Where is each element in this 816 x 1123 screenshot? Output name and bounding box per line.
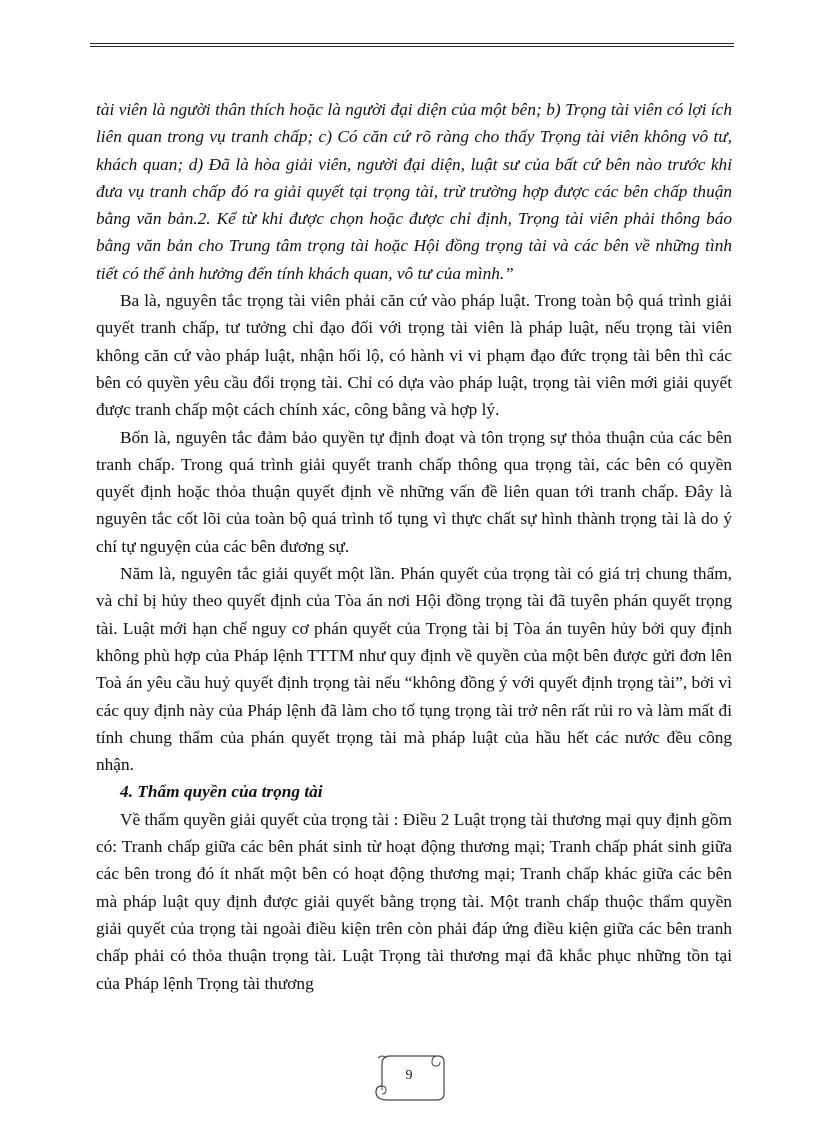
section-heading: 4. Thẩm quyền của trọng tài (120, 782, 323, 802)
paragraph-principle-5: Năm là, nguyên tắc giải quyết một lần. Phán quyết của trọng tài có giá trị chung thẩm, và chỉ bị hủy theo quyết định của Tòa án nơi Hội đồng trọng tài đã tuyên phán quyết trọng tài. Luật mới hạn chế nguy cơ phán quyết của Trọng tài bị Tòa án tuyên hủy bởi quy định không phù hợp của Pháp lệnh TTTM như quy định về quyền của một bên được gửi đơn lên Toà án yêu cầu huỷ quyết định trọng tài nếu “không đồng ý với quyết định trọng tài”, bởi vì các quy định này của Pháp lệnh đã làm cho tố tụng trọng tài trở nên rất rủi ro và làm mất đi tính chung thẩm của phán quyết trọng tài mà pháp luật của hầu hết các nước đều công nhận. (96, 564, 732, 775)
page-top-border (90, 43, 734, 47)
paragraph-principle-4: Bốn là, nguyên tắc đảm bảo quyền tự định đoạt và tôn trọng sự thỏa thuận của các bên tranh chấp. Trong quá trình giải quyết tranh chấp thông qua trọng tài, các bên có quyền quyết định hoặc thỏa thuận quyết định về những vấn đề liên quan tới tranh chấp. Đây là nguyên tắc cốt lõi của toàn bộ quá trình tố tụng vì thực chất sự hình thành trọng tài là do ý chí tự nguyện của các bên đương sự. (96, 427, 732, 556)
document-body (96, 96, 732, 997)
quoted-paragraph: tài viên là người thân thích hoặc là người đại diện của một bên; b) Trọng tài viên có lợi ích liên quan trong vụ tranh chấp; c) Có căn cứ rõ ràng cho thấy Trọng tài viên không vô tư, khách quan; d) Đã là hòa giải viên, người đại diện, luật sư của bất cứ bên nào trước khi đưa vụ tranh chấp đó ra giải quyết tại trọng tài, trừ trường hợp được các bên chấp thuận bằng văn bản.2. Kể từ khi được chọn hoặc được chỉ định, Trọng tài viên phải thông báo bằng văn bản cho Trung tâm trọng tài hoặc Hội đồng trọng tài và các bên về những tình tiết có thể ảnh hưởng đến tính khách quan, vô tư của mình.” (96, 100, 732, 283)
page-number: 9 (405, 1068, 413, 1083)
paragraph-principle-3: Ba là, nguyên tắc trọng tài viên phải căn cứ vào pháp luật. Trong toàn bộ quá trình giải quyết tranh chấp, tư tưởng chỉ đạo đối với trọng tài viên là pháp luật, nếu trọng tài viên không căn cứ vào pháp luật, nhận hối lộ, có hành vi vi phạm đạo đức trọng tài bên thì các bên có quyền yêu cầu đổi trọng tài. Chỉ có dựa vào pháp luật, trọng tài viên mới giải quyết được tranh chấp một cách chính xác, công bằng và hợp lý. (96, 291, 732, 420)
page-footer (368, 1050, 450, 1106)
paragraph-jurisdiction: Về thẩm quyền giải quyết của trọng tài : Điều 2 Luật trọng tài thương mại quy định gồm có: Tranh chấp giữa các bên phát sinh từ hoạt động thương mại; Tranh chấp phát sinh giữa các bên trong đó ít nhất một bên có hoạt động thương mại; Tranh chấp khác giữa các bên mà pháp luật quy định được giải quyết bằng trọng tài. Một tranh chấp thuộc thẩm quyền giải quyết của trọng tài ngoài điều kiện trên còn phải đáp ứng điều kiện giữa các bên tranh chấp phải có thỏa thuận trọng tài. Luật Trọng tài thương mại đã khắc phục những tồn tại của Pháp lệnh Trọng tài thương (96, 809, 732, 993)
